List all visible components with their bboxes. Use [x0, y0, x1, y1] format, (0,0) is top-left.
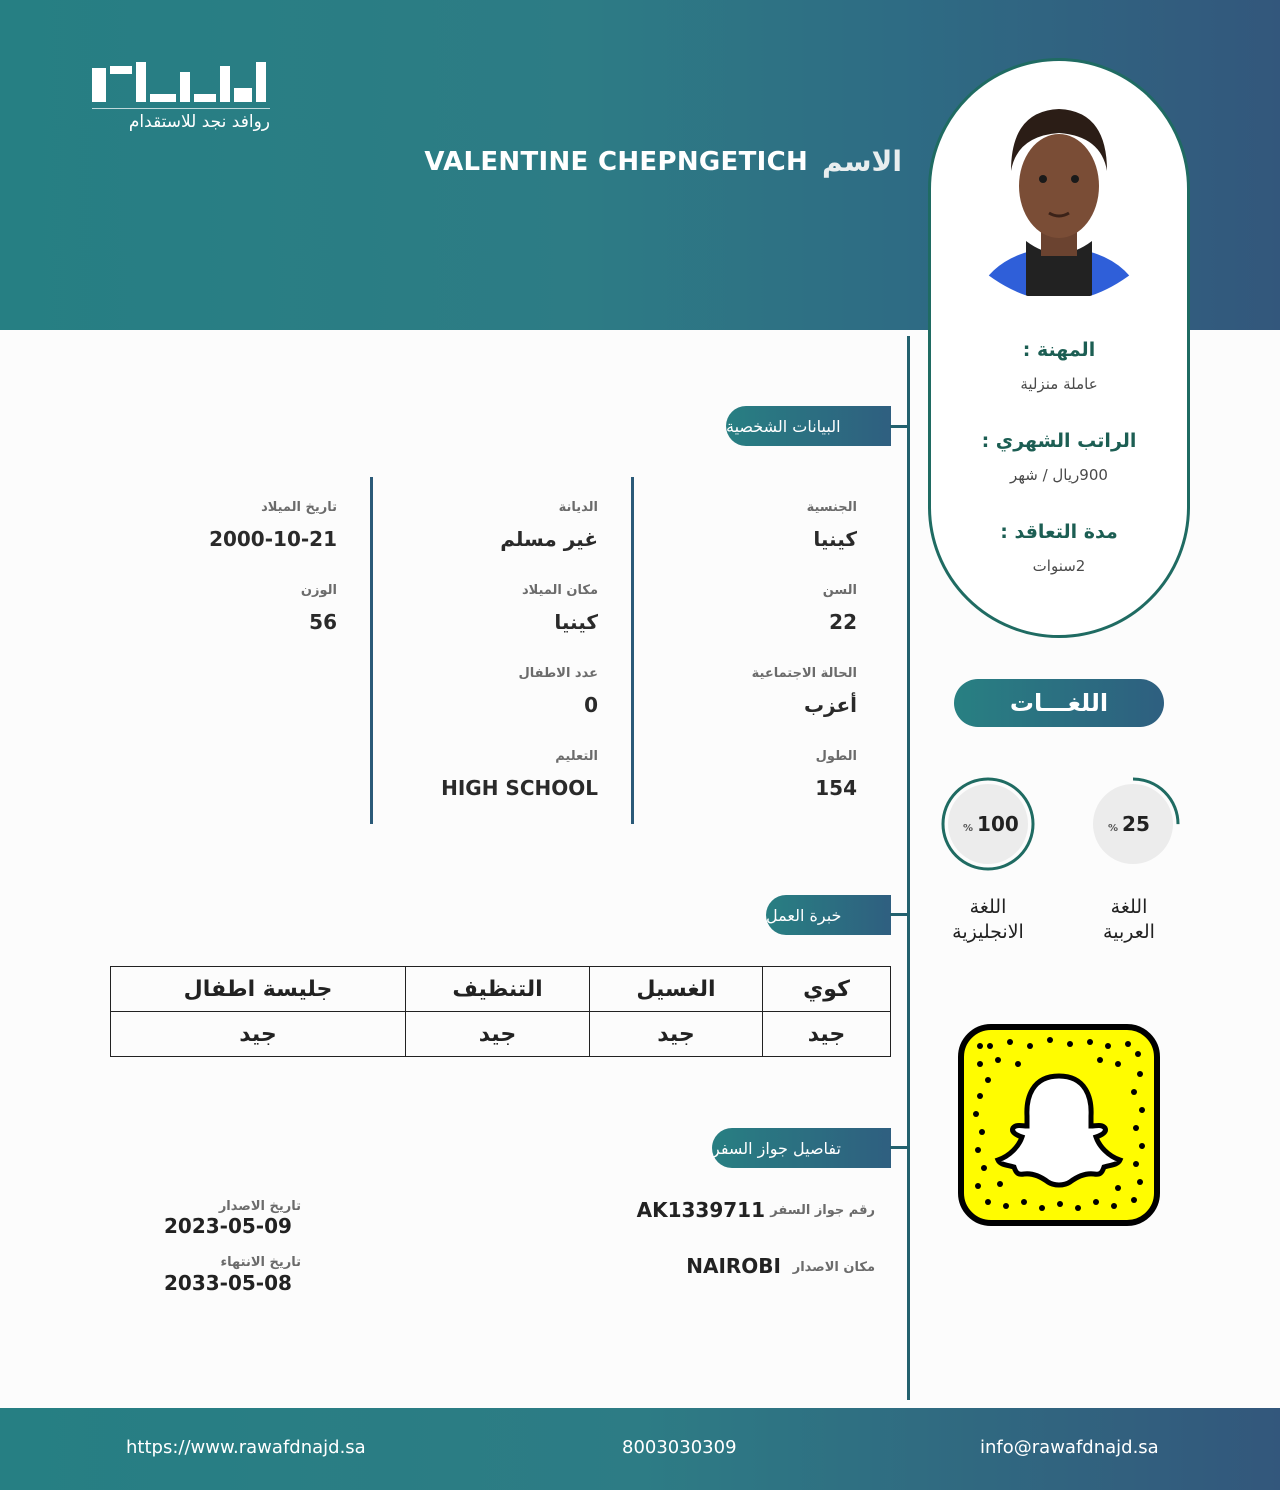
footer-phone[interactable]: 8003030309	[622, 1437, 737, 1458]
language-label-arabic-line1: اللغة	[1110, 896, 1148, 918]
company-logo	[92, 62, 270, 132]
profession-block	[931, 339, 1187, 393]
percent-sign: %	[1108, 823, 1119, 834]
section-passport-pill: تفاصيل جواز السفر	[712, 1128, 891, 1168]
passport-number-value: AK1339711	[636, 1198, 765, 1222]
field-children	[519, 666, 599, 717]
language-label-english	[933, 895, 1043, 945]
footer-email-link[interactable]: info@rawafdnajd.sa	[980, 1437, 1159, 1458]
footer-website-link[interactable]: https://www.rawafdnajd.sa	[126, 1437, 366, 1458]
field-age	[823, 583, 857, 634]
skill-header-ironing: كوي	[763, 967, 891, 1012]
children-label: عدد الاطفال	[518, 666, 598, 681]
children-value: 0	[584, 693, 598, 717]
field-education	[441, 749, 598, 800]
logo-divider	[92, 108, 270, 109]
section-personal-pill: البيانات الشخصية	[726, 406, 891, 446]
skill-header-cleaning: التنظيف	[406, 967, 590, 1012]
timeline-tick	[890, 1146, 908, 1149]
age-label: السن	[822, 583, 857, 598]
footer-bar	[0, 1408, 1280, 1490]
logo-text: روافد نجد للاستقدام	[128, 112, 270, 132]
height-label: الطول	[815, 749, 857, 764]
passport-issue-value: 2023-05-09	[164, 1214, 292, 1238]
language-value-arabic	[1108, 812, 1150, 836]
nationality-value: كينيا	[813, 527, 857, 551]
education-label: التعليم	[555, 749, 598, 764]
skill-header-babysitting: جليسة اطفال	[111, 967, 406, 1012]
passport-place-value: NAIROBI	[686, 1254, 781, 1278]
religion-value: غير مسلم	[500, 527, 598, 551]
passport-place-label: مكان الاصدار	[792, 1260, 875, 1275]
field-marital	[752, 666, 857, 717]
education-value: HIGH SCHOOL	[441, 776, 598, 800]
timeline-line	[907, 336, 910, 1400]
timeline-tick	[890, 425, 908, 428]
birthdate-value: 2000-10-21	[209, 527, 337, 551]
skills-value-row	[111, 1012, 891, 1057]
passport-issue-label: تاريخ الاصدار	[218, 1199, 301, 1214]
weight-label: الوزن	[300, 583, 337, 598]
language-value-english	[963, 812, 1019, 836]
logo-mark	[92, 62, 270, 102]
skill-value-babysitting: جيد	[111, 1012, 406, 1057]
religion-label: الديانة	[558, 500, 598, 515]
name-label: الاسم	[822, 145, 902, 178]
passport-expiry-label: تاريخ الانتهاء	[220, 1255, 301, 1270]
skills-header-row	[111, 967, 891, 1012]
profession-value: عاملة منزلية	[1020, 375, 1098, 393]
field-birthdate	[209, 500, 337, 551]
language-label-english-line2: الانجليزية	[952, 921, 1024, 943]
contract-title: مدة التعاقد :	[1000, 521, 1118, 543]
field-birthplace	[522, 583, 598, 634]
name-row	[424, 145, 902, 178]
language-label-arabic	[1074, 895, 1184, 945]
languages-title: اللغـــات	[954, 679, 1164, 727]
section-experience-pill: خبرة العمل	[766, 895, 891, 935]
contract-block	[931, 521, 1187, 575]
skill-value-washing: جيد	[590, 1012, 763, 1057]
marital-value: أعزب	[803, 693, 857, 717]
birthplace-value: كينيا	[554, 610, 598, 634]
weight-value: 56	[309, 610, 337, 634]
profile-photo	[971, 91, 1147, 301]
skill-header-washing: الغسيل	[590, 967, 763, 1012]
snapchat-snapcode-icon[interactable]	[958, 1024, 1160, 1226]
profile-card	[928, 58, 1190, 638]
skill-value-cleaning: جيد	[406, 1012, 590, 1057]
marital-label: الحالة الاجتماعية	[751, 666, 857, 681]
age-value: 22	[829, 610, 857, 634]
skill-value-ironing: جيد	[763, 1012, 891, 1057]
field-height	[815, 749, 857, 800]
field-weight	[301, 583, 337, 634]
column-separator	[370, 477, 373, 824]
contract-value: 2سنوات	[1032, 557, 1086, 575]
nationality-label: الجنسية	[806, 500, 857, 515]
percent-sign: %	[963, 823, 974, 834]
language-label-arabic-line2: العربية	[1103, 921, 1155, 943]
salary-block	[931, 430, 1187, 484]
profession-title: المهنة :	[1022, 339, 1096, 361]
column-separator	[631, 477, 634, 824]
height-value: 154	[815, 776, 857, 800]
salary-value: 900ريال / شهر	[1010, 466, 1108, 484]
field-religion	[500, 500, 598, 551]
skills-table	[110, 966, 891, 1057]
language-percent-arabic: 25	[1122, 812, 1150, 836]
birthplace-label: مكان الميلاد	[521, 583, 598, 598]
salary-title: الراتب الشهري :	[981, 430, 1137, 452]
language-percent-english: 100	[977, 812, 1019, 836]
field-nationality	[807, 500, 857, 551]
passport-expiry-value: 2033-05-08	[164, 1271, 292, 1295]
name-value: VALENTINE CHEPNGETICH	[424, 146, 809, 177]
birthdate-label: تاريخ الميلاد	[261, 500, 337, 515]
passport-number-label: رقم جواز السفر	[770, 1203, 875, 1218]
language-label-english-line1: اللغة	[969, 896, 1007, 918]
timeline-tick	[890, 913, 908, 916]
